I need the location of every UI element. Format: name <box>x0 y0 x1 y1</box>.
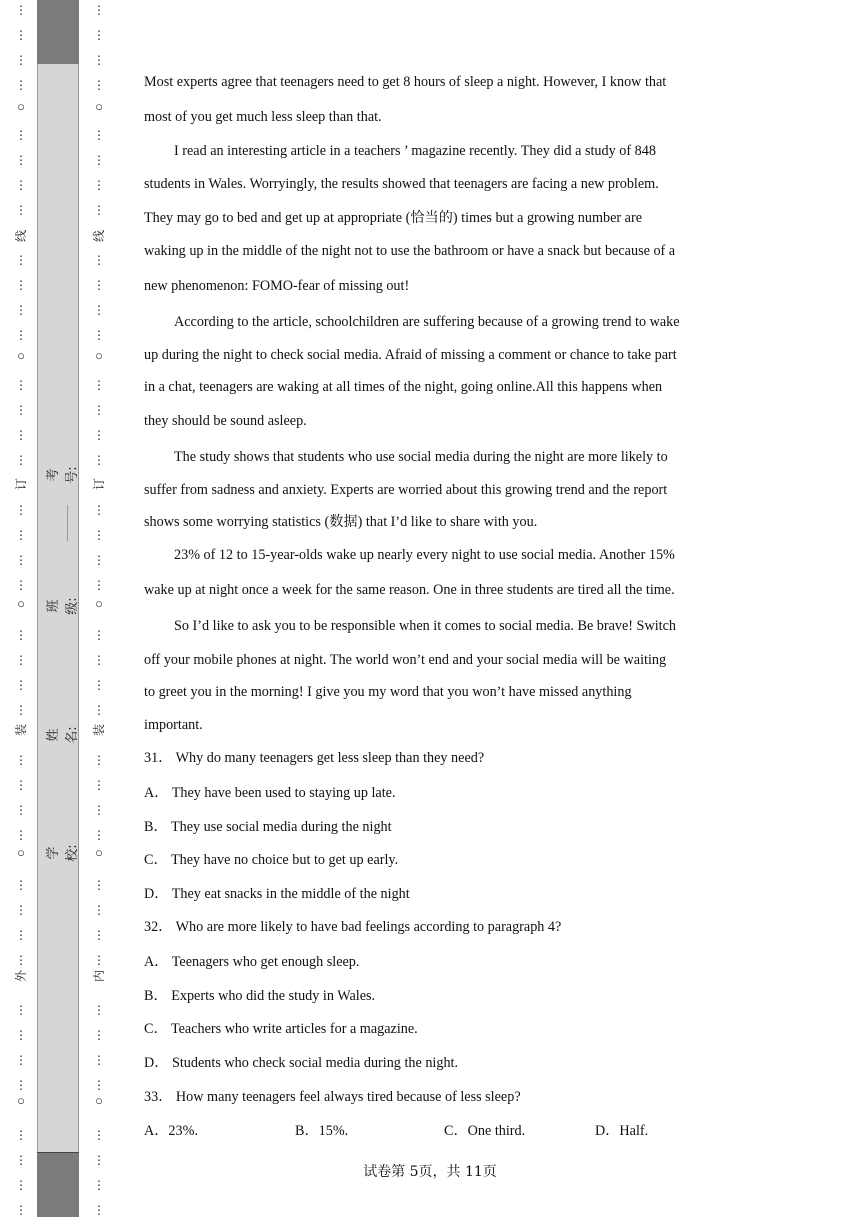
outer-cut-line-dot-mark: ⋮ <box>15 928 27 942</box>
inner-cut-line-dot-mark: ⋮ <box>93 328 105 342</box>
inner-cut-line-circle-mark: ○ <box>95 845 103 860</box>
outer-cut-line-dot-mark: ⋮ <box>15 953 27 967</box>
inner-cut-line-dot-mark: ⋮ <box>93 128 105 142</box>
inner-cut-line-dot-mark: ⋮ <box>93 28 105 42</box>
page-footer: 试卷第 5页，共 11页 <box>363 1164 497 1180</box>
outer-cut-line <box>15 0 27 1216</box>
outer-cut-line-dot-mark: ⋮ <box>15 1128 27 1142</box>
inner-cut-line-dot-mark: ⋮ <box>93 1028 105 1042</box>
outer-cut-line-dot-mark: ⋮ <box>15 553 27 567</box>
passage-line: wake up at night once a week for the same reason. One in three students are tired all the time. <box>144 582 675 598</box>
outer-cut-line-dot-mark: ⋮ <box>15 1203 27 1217</box>
class-label: 班级: <box>46 597 80 615</box>
outer-cut-line-dot-mark: ⋮ <box>15 503 27 517</box>
outer-cut-line-dot-mark: ⋮ <box>15 378 27 392</box>
inner-cut-line-dot-mark: ⋮ <box>93 203 105 217</box>
inner-cut-line-circle-mark: ○ <box>95 99 103 114</box>
outer-cut-line-dot-mark: ⋮ <box>15 3 27 17</box>
inner-cut-line-dot-mark: ⋮ <box>93 703 105 717</box>
inner-cut-line-dot-mark: ⋮ <box>93 53 105 67</box>
inner-cut-line-dot-mark: ⋮ <box>93 553 105 567</box>
question-33-option-c[interactable]: C．One third. <box>444 1123 526 1139</box>
binding-strip-top-block <box>37 0 79 64</box>
inner-cut-line-dot-mark: ⋮ <box>93 653 105 667</box>
outer-cut-line-dot-mark: ⋮ <box>15 703 27 717</box>
exam-number-blank <box>67 505 68 541</box>
question-31-option-b[interactable]: B． They use social media during the night <box>144 819 392 835</box>
outer-cut-line-dot-mark: ⋮ <box>15 778 27 792</box>
outer-cut-line-dot-mark: ⋮ <box>15 253 27 267</box>
inner-cut-line-dot-mark: ⋮ <box>93 528 105 542</box>
inner-cut-line-dot-mark: ⋮ <box>93 928 105 942</box>
passage-line: I read an interesting article in a teachers ’ magazine recently. They did a study of 848 <box>174 143 656 159</box>
outer-cut-line-dot-mark: ⋮ <box>15 1003 27 1017</box>
passage-line: The study shows that students who use social media during the night are more likely to <box>174 449 668 465</box>
outer-cut-line-dot-mark: ⋮ <box>15 653 27 667</box>
outer-cut-line-dot-mark: ⋮ <box>15 178 27 192</box>
inner-cut-line-dot-mark: ⋮ <box>93 1178 105 1192</box>
exam-number-label: 考号: <box>46 466 80 484</box>
inner-cut-line-dot-mark: ⋮ <box>93 753 105 767</box>
outer-cut-line-circle-mark: ○ <box>17 596 25 611</box>
outer-cut-line-circle-mark: ○ <box>17 845 25 860</box>
passage-line: most of you get much less sleep than that. <box>144 109 382 125</box>
inner-cut-line-dot-mark: ⋮ <box>93 678 105 692</box>
question-33-stem: 33． How many teenagers feel always tired because of less sleep? <box>144 1089 521 1105</box>
inner-cut-line-dot-mark: ⋮ <box>93 1203 105 1217</box>
inner-cut-line-label-char: 订 <box>92 477 106 490</box>
passage-line: up during the night to check social media. Afraid of missing a comment or chance to take part <box>144 347 677 363</box>
outer-cut-line-dot-mark: ⋮ <box>15 903 27 917</box>
question-32-option-b[interactable]: B． Experts who did the study in Wales. <box>144 988 376 1004</box>
inner-cut-line-dot-mark: ⋮ <box>93 428 105 442</box>
question-32-option-d[interactable]: D． Students who check social media during the night. <box>144 1055 459 1071</box>
passage-line: shows some worrying statistics (数据) that I’d like to share with you. <box>144 514 538 530</box>
outer-cut-line-dot-mark: ⋮ <box>15 628 27 642</box>
inner-cut-line-dot-mark: ⋮ <box>93 803 105 817</box>
inner-cut-line <box>93 0 105 1216</box>
inner-cut-line-label-char: 装 <box>92 723 106 736</box>
outer-cut-line-dot-mark: ⋮ <box>15 28 27 42</box>
outer-cut-line-dot-mark: ⋮ <box>15 78 27 92</box>
inner-cut-line-dot-mark: ⋮ <box>93 153 105 167</box>
question-31-option-d[interactable]: D． They eat snacks in the middle of the night <box>144 886 410 902</box>
inner-cut-line-dot-mark: ⋮ <box>93 378 105 392</box>
outer-cut-line-dot-mark: ⋮ <box>15 753 27 767</box>
outer-cut-line-dot-mark: ⋮ <box>15 153 27 167</box>
outer-cut-line-circle-mark: ○ <box>17 348 25 363</box>
outer-cut-line-dot-mark: ⋮ <box>15 328 27 342</box>
outer-cut-line-dot-mark: ⋮ <box>15 278 27 292</box>
inner-cut-line-dot-mark: ⋮ <box>93 1153 105 1167</box>
inner-cut-line-dot-mark: ⋮ <box>93 253 105 267</box>
inner-cut-line-circle-mark: ○ <box>95 1093 103 1108</box>
inner-cut-line-dot-mark: ⋮ <box>93 1053 105 1067</box>
outer-cut-line-label-char: 线 <box>14 229 28 242</box>
outer-cut-line-dot-mark: ⋮ <box>15 1028 27 1042</box>
inner-cut-line-dot-mark: ⋮ <box>93 628 105 642</box>
inner-cut-line-dot-mark: ⋮ <box>93 78 105 92</box>
outer-cut-line-dot-mark: ⋮ <box>15 678 27 692</box>
question-33-option-d[interactable]: D．Half. <box>595 1123 649 1139</box>
outer-cut-line-dot-mark: ⋮ <box>15 453 27 467</box>
inner-cut-line-label-char: 线 <box>92 229 106 242</box>
passage-line: waking up in the middle of the night not to use the bathroom or have a snack but because of a <box>144 243 676 259</box>
inner-cut-line-dot-mark: ⋮ <box>93 1078 105 1092</box>
outer-cut-line-dot-mark: ⋮ <box>15 1178 27 1192</box>
passage-line: They may go to bed and get up at appropriate (恰当的) times but a growing number are <box>144 210 642 226</box>
question-31-option-a[interactable]: A． They have been used to staying up late. <box>144 785 396 801</box>
inner-cut-line-dot-mark: ⋮ <box>93 578 105 592</box>
inner-cut-line-dot-mark: ⋮ <box>93 828 105 842</box>
outer-cut-line-circle-mark: ○ <box>17 1093 25 1108</box>
inner-cut-line-dot-mark: ⋮ <box>93 403 105 417</box>
inner-cut-line-dot-mark: ⋮ <box>93 178 105 192</box>
outer-cut-line-dot-mark: ⋮ <box>15 53 27 67</box>
passage-line: important. <box>144 717 203 733</box>
inner-cut-line-label-char: 内 <box>92 969 106 982</box>
question-33-option-a[interactable]: A．23%. <box>144 1123 198 1139</box>
outer-cut-line-dot-mark: ⋮ <box>15 528 27 542</box>
passage-line: According to the article, schoolchildren are suffering because of a growing trend to wake <box>174 314 680 330</box>
passage-line: they should be sound asleep. <box>144 413 307 429</box>
outer-cut-line-dot-mark: ⋮ <box>15 578 27 592</box>
inner-cut-line-dot-mark: ⋮ <box>93 878 105 892</box>
inner-cut-line-dot-mark: ⋮ <box>93 1128 105 1142</box>
passage-line: to greet you in the morning! I give you my word that you won’t have missed anything <box>144 684 632 700</box>
passage-line: new phenomenon: FOMO-fear of missing out! <box>144 278 410 294</box>
question-32-stem: 32． Who are more likely to have bad feelings according to paragraph 4? <box>144 919 562 935</box>
outer-cut-line-dot-mark: ⋮ <box>15 828 27 842</box>
inner-cut-line-dot-mark: ⋮ <box>93 453 105 467</box>
inner-cut-line-dot-mark: ⋮ <box>93 778 105 792</box>
question-32-option-a[interactable]: A． Teenagers who get enough sleep. <box>144 954 360 970</box>
inner-cut-line-circle-mark: ○ <box>95 596 103 611</box>
passage-line: Most experts agree that teenagers need to get 8 hours of sleep a night. However, I know that <box>144 74 667 90</box>
outer-cut-line-dot-mark: ⋮ <box>15 1153 27 1167</box>
passage-line: suffer from sadness and anxiety. Experts are worried about this growing trend and the report <box>144 482 668 498</box>
inner-cut-line-dot-mark: ⋮ <box>93 953 105 967</box>
outer-cut-line-dot-mark: ⋮ <box>15 1078 27 1092</box>
passage-line: in a chat, teenagers are waking at all times of the night, going online.All this happens when <box>144 379 663 395</box>
question-32-option-c[interactable]: C． Teachers who write articles for a magazine. <box>144 1021 418 1037</box>
outer-cut-line-circle-mark: ○ <box>17 99 25 114</box>
question-31-option-c[interactable]: C． They have no choice but to get up early. <box>144 852 399 868</box>
question-31-stem: 31． Why do many teenagers get less sleep than they need? <box>144 750 485 766</box>
outer-cut-line-label-char: 装 <box>14 723 28 736</box>
inner-cut-line-dot-mark: ⋮ <box>93 903 105 917</box>
inner-cut-line-dot-mark: ⋮ <box>93 3 105 17</box>
outer-cut-line-label-char: 外 <box>14 969 28 982</box>
inner-cut-line-circle-mark: ○ <box>95 348 103 363</box>
passage-line: 23% of 12 to 15-year-olds wake up nearly every night to use social media. Another 15% <box>174 547 675 563</box>
inner-cut-line-dot-mark: ⋮ <box>93 1003 105 1017</box>
passage-line: So I’d like to ask you to be responsible when it comes to social media. Be brave! Switch <box>174 618 676 634</box>
outer-cut-line-dot-mark: ⋮ <box>15 128 27 142</box>
inner-cut-line-dot-mark: ⋮ <box>93 503 105 517</box>
question-33-option-b[interactable]: B．15%. <box>295 1123 349 1139</box>
passage-line: students in Wales. Worryingly, the results showed that teenagers are facing a new problem. <box>144 176 659 192</box>
outer-cut-line-dot-mark: ⋮ <box>15 878 27 892</box>
outer-cut-line-dot-mark: ⋮ <box>15 428 27 442</box>
inner-cut-line-dot-mark: ⋮ <box>93 303 105 317</box>
passage-line: off your mobile phones at night. The world won’t end and your social media will be waiting <box>144 652 667 668</box>
outer-cut-line-dot-mark: ⋮ <box>15 303 27 317</box>
school-label: 学校: <box>46 844 80 862</box>
outer-cut-line-dot-mark: ⋮ <box>15 203 27 217</box>
outer-cut-line-label-char: 订 <box>14 477 28 490</box>
outer-cut-line-dot-mark: ⋮ <box>15 803 27 817</box>
outer-cut-line-dot-mark: ⋮ <box>15 403 27 417</box>
inner-cut-line-dot-mark: ⋮ <box>93 278 105 292</box>
outer-cut-line-dot-mark: ⋮ <box>15 1053 27 1067</box>
name-label: 姓名: <box>46 726 80 744</box>
